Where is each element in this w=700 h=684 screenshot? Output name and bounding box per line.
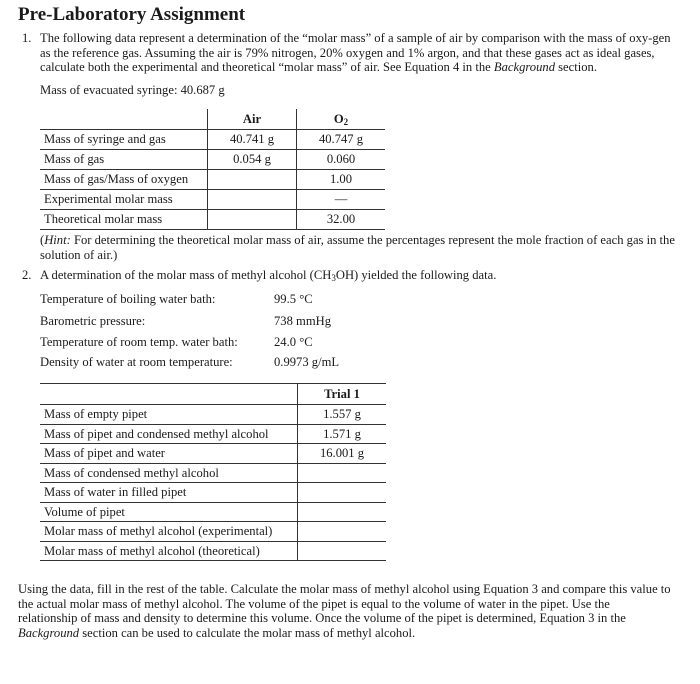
table-row	[40, 483, 386, 503]
cell-trial-1: 1.571 g	[298, 424, 387, 444]
hint-note: (Hint: For determining the theoretical molar mass of air, assume the percentages represent the mole fraction of each gas in the solution of air.)	[40, 233, 675, 262]
question-1-number: 1.	[22, 31, 32, 45]
row-label: Mass of gas	[40, 150, 208, 170]
col-header-o2: $O_2$	[297, 109, 386, 130]
table-row	[40, 210, 385, 230]
cell-air	[208, 210, 297, 230]
cell-trial-1	[298, 541, 387, 561]
cell-o2: —	[297, 190, 386, 210]
hint-text: For determining the theoretical molar mass of air, assume the percentages represent the mole fraction of each gas in the solution of air.)	[40, 233, 675, 262]
closing-text-a: Using the data, fill in the rest of the table. Calculate the molar mass of methyl alcohol using Equation 3 and compare this value to the actual molar mass of methyl alcohol. The volume of the pipet is equal to the volume of water in the pipet. Use the relationship of mass and density to determine this volume. Once the volume of the pipet is determined, Equation 3 in the	[18, 582, 671, 625]
table-row	[40, 150, 385, 170]
condition-label: Barometric pressure:	[40, 314, 146, 328]
row-label: Mass of condensed methyl alcohol	[40, 463, 298, 483]
question-2-subscript: 3	[331, 273, 336, 283]
cell-trial-1	[298, 483, 387, 503]
cell-trial-1	[298, 463, 387, 483]
row-label: Experimental molar mass	[40, 190, 208, 210]
cell-air: 40.741 g	[208, 130, 297, 150]
condition-label: Temperature of boiling water bath:	[40, 292, 216, 306]
table-row	[40, 502, 386, 522]
hint-label: Hint:	[44, 233, 71, 247]
question-1-body: The following data represent a determination of the “molar mass” of a sample of air by comparison with the mass of oxy-gen as the reference gas. Assuming the air is 79% nitrogen, 20% oxygen and 1% argon, and that these gases act as ideal gases, calculate both the experimental and theoretical “molar mass” of air. See Equation 4 in the	[40, 31, 671, 74]
row-label: Mass of syringe and gas	[40, 130, 208, 150]
cell-trial-1: 1.557 g	[298, 405, 387, 425]
row-label: Molar mass of methyl alcohol (theoretical)	[40, 541, 298, 561]
table-row	[40, 444, 386, 464]
row-label: Theoretical molar mass	[40, 210, 208, 230]
row-label: Mass of gas/Mass of oxygen	[40, 170, 208, 190]
col-header-air: Air	[208, 109, 297, 130]
closing-text-b: section can be used to calculate the molar mass of methyl alcohol.	[79, 625, 416, 640]
table-row	[40, 463, 386, 483]
table-row	[40, 424, 386, 444]
methyl-alcohol-table	[40, 383, 386, 561]
row-label: Mass of empty pipet	[40, 405, 298, 425]
cell-trial-1	[298, 502, 387, 522]
cell-trial-1: 16.001 g	[298, 444, 387, 464]
closing-instructions	[18, 582, 672, 640]
cell-air	[208, 170, 297, 190]
condition-value: 99.5 °C	[274, 292, 313, 306]
question-2-text	[40, 268, 496, 283]
condition-value: 738 mmHg	[274, 314, 332, 328]
row-label: Volume of pipet	[40, 502, 298, 522]
cell-air	[208, 190, 297, 210]
background-ref: Background	[493, 60, 555, 74]
table-row	[40, 405, 386, 425]
row-label: Mass of pipet and water	[40, 444, 298, 464]
table-row	[40, 190, 385, 210]
cell-air: 0.054 g	[208, 150, 297, 170]
question-1-text	[40, 31, 672, 75]
condition-label: Density of water at room temperature:	[40, 355, 233, 369]
cell-o2: 32.00	[297, 210, 386, 230]
table-corner	[40, 109, 208, 130]
question-2-number: 2.	[22, 268, 32, 282]
row-label: Molar mass of methyl alcohol (experimental)	[40, 522, 298, 542]
cell-trial-1	[298, 522, 387, 542]
cell-o2: 0.060	[297, 150, 386, 170]
condition-value: 0.9973 g/mL	[274, 355, 340, 369]
cell-o2: 40.747 g	[297, 130, 386, 150]
table-row	[40, 170, 385, 190]
page-title: Pre-Laboratory Assignment	[18, 4, 246, 25]
row-label: Mass of water in filled pipet	[40, 483, 298, 503]
col-header-trial-1: Trial 1	[298, 384, 387, 405]
table-row	[40, 130, 385, 150]
table-row	[40, 522, 386, 542]
row-label: Mass of pipet and condensed methyl alcohol	[40, 424, 298, 444]
question-2-text-b: OH) yielded the following data.	[335, 268, 497, 282]
question-1-end: section.	[555, 60, 597, 74]
condition-value: 24.0 °C	[274, 335, 313, 349]
evacuated-syringe-mass: Mass of evacuated syringe: 40.687 g	[40, 83, 225, 97]
cell-o2: 1.00	[297, 170, 386, 190]
table-corner	[40, 384, 298, 405]
question-2-text-a: A determination of the molar mass of methyl alcohol (CH	[40, 268, 332, 282]
table-row	[40, 541, 386, 561]
background-ref: Background	[18, 625, 80, 640]
air-molar-mass-table	[40, 109, 385, 230]
condition-label: Temperature of room temp. water bath:	[40, 335, 238, 349]
